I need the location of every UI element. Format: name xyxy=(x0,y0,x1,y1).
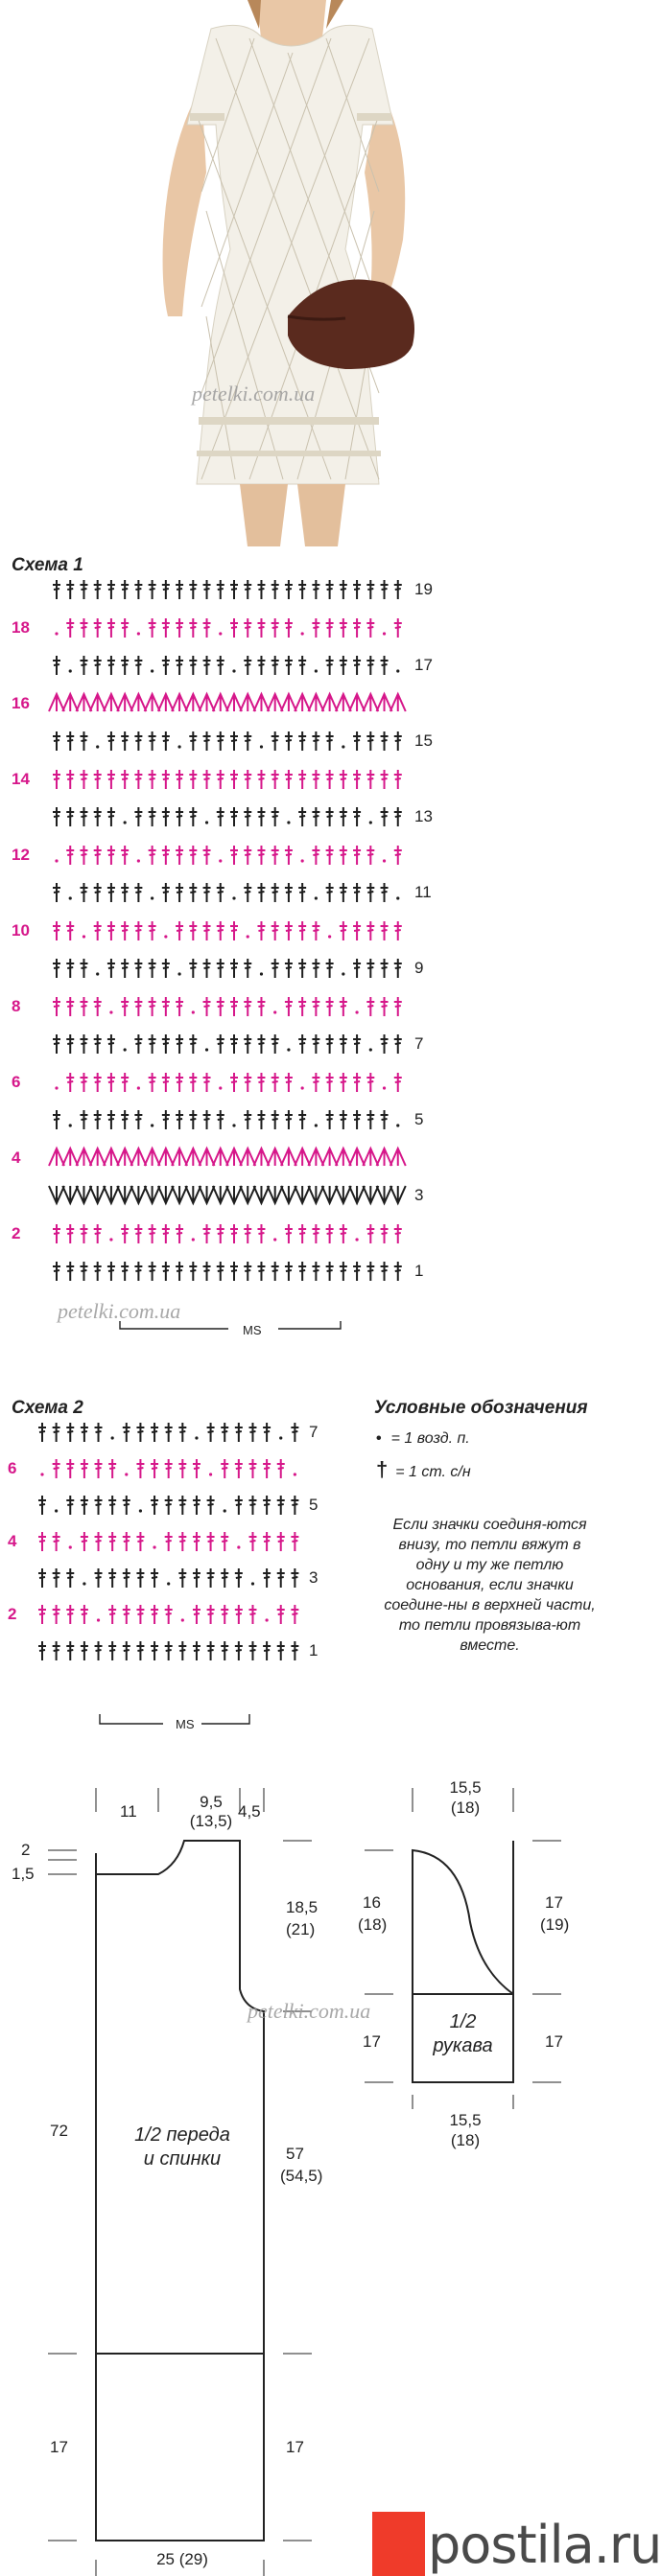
row-symbols xyxy=(38,1494,305,1519)
legend-title: Условные обозначения xyxy=(374,1398,588,1418)
legend-note: Если значки соединя-ются внизу, то петли вяжут в одну и ту же петлю основания, если значки соедине-ны в верхней части, то петли провязыва-ют вместе. xyxy=(384,1517,596,1654)
row-number: 7 xyxy=(309,1423,319,1441)
sleeve-pattern-drawing xyxy=(0,1754,600,2157)
brand-text: postila.ru xyxy=(428,2515,661,2575)
dim-neck: 9,5 xyxy=(200,1793,223,1811)
row-number: 18 xyxy=(12,617,30,637)
watermark-scheme1: petelki.com.ua xyxy=(58,1299,181,1323)
scheme1-ms-label: MS xyxy=(243,1323,262,1337)
dim-sleeve-cap-left-alt: (18) xyxy=(358,1915,388,1934)
row-symbols xyxy=(38,1421,305,1446)
row-symbols xyxy=(38,1457,305,1482)
dim-sleeve-lower-right: 17 xyxy=(545,2032,563,2051)
row-number: 11 xyxy=(414,883,432,901)
dim-neck-alt: (13,5) xyxy=(189,1812,233,1830)
row-number: 7 xyxy=(414,1034,424,1053)
dim-shoulder: 11 xyxy=(120,1802,137,1821)
chart-row xyxy=(38,1494,305,1519)
dim-hem-right: 17 xyxy=(286,2438,304,2456)
sleeve-pattern-label: 1/2 рукава xyxy=(433,2011,493,2056)
body-pattern-label: 1/2 переда и спинки xyxy=(134,2124,230,2170)
dc-symbol-icon: † xyxy=(376,1457,389,1481)
row-number: 9 xyxy=(414,959,424,977)
scheme2-title: Схема 2 xyxy=(12,1398,83,1418)
dim-sleeve-bottom-alt: (18) xyxy=(450,2131,481,2149)
row-number: 2 xyxy=(12,1223,21,1242)
dim-hem-left: 17 xyxy=(50,2438,68,2456)
scheme1-ms-bracket xyxy=(0,0,600,1342)
row-number: 2 xyxy=(8,1605,17,1623)
legend-chain: • = 1 возд. п. xyxy=(376,1430,470,1447)
watermark-pattern: petelki.com.ua xyxy=(248,1999,371,2023)
chart-row xyxy=(38,1603,305,1628)
dim-width: 25 (29) xyxy=(156,2550,208,2568)
row-number: 19 xyxy=(414,580,433,598)
row-number: 12 xyxy=(12,845,30,864)
row-number: 3 xyxy=(309,1568,319,1587)
dim-sleeve-cap-right-alt: (19) xyxy=(540,1915,570,1934)
scheme2-ms-label: MS xyxy=(176,1717,195,1731)
dim-length-left: 72 xyxy=(50,2122,68,2140)
row-number: 5 xyxy=(414,1110,424,1128)
row-number: 3 xyxy=(414,1186,424,1204)
dim-sleeve-top: 15,5 xyxy=(449,1778,482,1797)
dim-neck-edge: 4,5 xyxy=(238,1802,261,1821)
dim-length-right: 57 xyxy=(286,2145,304,2163)
row-number: 10 xyxy=(12,920,30,940)
dim-armhole: 18,5 xyxy=(286,1898,319,1916)
dim-length-right-alt: (54,5) xyxy=(280,2167,323,2185)
row-symbols xyxy=(38,1603,305,1628)
chart-row xyxy=(38,1457,305,1482)
row-number: 4 xyxy=(12,1148,21,1167)
row-number: 5 xyxy=(309,1496,319,1514)
row-number: 15 xyxy=(414,731,433,750)
scheme1-title: Схема 1 xyxy=(12,555,83,575)
chart-row xyxy=(38,1421,305,1446)
dim-neck-drop-mid: 1,5 xyxy=(12,1865,35,1883)
dim-sleeve-top-alt: (18) xyxy=(450,1799,481,1817)
row-number: 16 xyxy=(12,693,30,712)
row-symbols xyxy=(38,1566,305,1591)
dim-neck-drop-top: 2 xyxy=(21,1841,31,1859)
row-number: 8 xyxy=(12,996,21,1015)
dim-sleeve-bottom: 15,5 xyxy=(449,2111,482,2129)
row-symbols xyxy=(38,1530,305,1555)
watermark: petelki.com.ua xyxy=(192,382,316,406)
chart-row xyxy=(38,1566,305,1591)
row-number: 6 xyxy=(12,1072,21,1091)
chart-row xyxy=(38,1530,305,1555)
row-number: 17 xyxy=(414,656,433,674)
row-number: 4 xyxy=(8,1532,17,1550)
dim-sleeve-cap-left: 16 xyxy=(363,1893,381,1912)
brand-bar xyxy=(372,2512,425,2576)
row-number: 6 xyxy=(8,1459,17,1477)
legend-dc: † = 1 ст. с/н xyxy=(376,1457,471,1481)
row-number: 14 xyxy=(12,769,30,788)
dim-sleeve-lower-left: 17 xyxy=(363,2032,381,2051)
row-number: 1 xyxy=(414,1262,424,1280)
brand-logo[interactable] xyxy=(372,2512,661,2576)
row-number: 1 xyxy=(309,1641,319,1659)
row-number: 13 xyxy=(414,807,433,825)
dim-armhole-alt: (21) xyxy=(286,1920,316,1938)
dim-sleeve-cap-right: 17 xyxy=(545,1893,563,1912)
